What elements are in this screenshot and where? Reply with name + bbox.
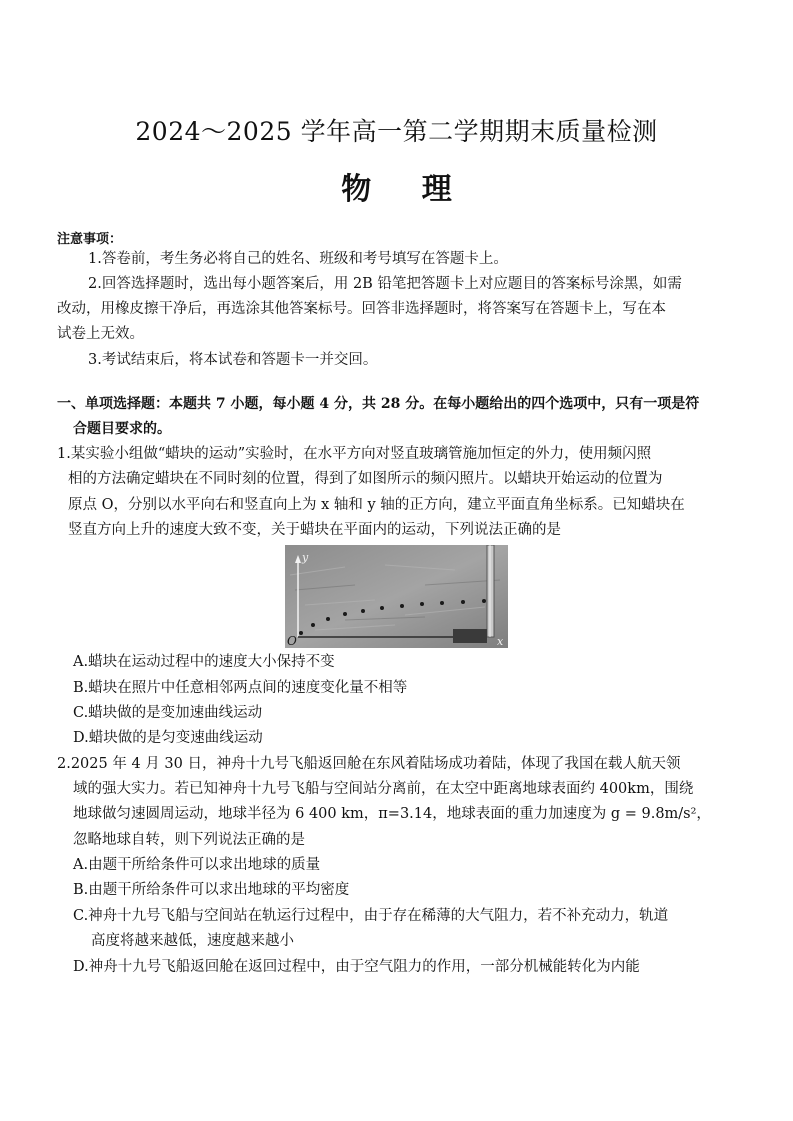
q1-stem-line-1: 1.某实验小组做“蜡块的运动”实验时，在水平方向对竖直玻璃管施加恒定的外力，使用频闪照 xyxy=(57,446,652,462)
note-item-2-cont: 改动，用橡皮擦干净后，再选涂其他答案标号。回答非选择题时，将答案写在答题卡上，写在本 xyxy=(57,301,666,317)
q2-stem-line-2: 域的强大实力。若已知神舟十九号飞船与空间站分离前，在太空中距离地球表面约 400km，围绕 xyxy=(73,781,694,797)
origin-label: O xyxy=(287,634,297,648)
q1-option-d: D.蜡块做的是匀变速曲线运动 xyxy=(73,730,263,746)
note-item-1: 1.答卷前，考生务必将自己的姓名、班级和考号填写在答题卡上。 xyxy=(88,251,508,267)
q2-option-a: A.由题干所给条件可以求出地球的质量 xyxy=(73,857,321,873)
q1-stem-line-4: 竖直方向上升的速度大致不变，关于蜡块在平面内的运动，下列说法正确的是 xyxy=(68,522,561,538)
exam-title: 2024～2025 学年高一第二学期期末质量检测 xyxy=(135,117,658,146)
q2-option-b: B.由题干所给条件可以求出地球的平均密度 xyxy=(73,882,350,898)
subject-title: 物 理 xyxy=(341,172,452,207)
y-axis-label: y xyxy=(302,551,309,564)
q1-option-b: B.蜡块在照片中任意相邻两点间的速度变化量不相等 xyxy=(73,680,408,696)
note-item-2: 2.回答选择题时，选出每小题答案后，用 2B 铅笔把答题卡上对应题目的答案标号涂黑，如需 xyxy=(88,276,682,292)
q1-option-c: C.蜡块做的是变加速曲线运动 xyxy=(73,705,263,721)
q2-stem-line-4: 忽略地球自转，则下列说法正确的是 xyxy=(73,832,305,848)
q2-option-d: D.神舟十九号飞船返回舱在返回过程中，由于空气阻力的作用，一部分机械能转化为内能 xyxy=(73,959,640,975)
section-heading: 一、单项选择题：本题共 7 小题，每小题 4 分，共 28 分。在每小题给出的四个选项中，只有一项是符 xyxy=(57,396,700,412)
note-item-3: 3.考试结束后，将本试卷和答题卡一并交回。 xyxy=(88,352,378,368)
q2-stem-line-3: 地球做匀速圆周运动，地球半径为 6 400 km，π=3.14，地球表面的重力加速度为 g = 9.8m/s²， xyxy=(73,806,711,822)
q2-stem-line-1: 2.2025 年 4 月 30 日，神舟十九号飞船返回舱在东风着陆场成功着陆，体现了我国在载人航天领 xyxy=(57,756,681,772)
q2-option-c-cont: 高度将越来越低，速度越来越小 xyxy=(91,933,294,949)
section-heading-cont: 合题目要求的。 xyxy=(73,421,171,437)
q1-stem-line-2: 相的方法确定蜡块在不同时刻的位置，得到了如图所示的频闪照片。以蜡块开始运动的位置为 xyxy=(68,471,663,487)
strobe-photo-figure xyxy=(285,545,508,648)
note-item-2-cont2: 试卷上无效。 xyxy=(57,326,144,342)
notes-heading: 注意事项： xyxy=(57,232,123,247)
x-axis-label: x xyxy=(497,635,504,648)
q1-stem-line-3: 原点 O，分别以水平向右和竖直向上为 x 轴和 y 轴的正方向，建立平面直角坐标系。已知蜡块在 xyxy=(68,497,685,513)
strobe-photo xyxy=(285,545,508,648)
q2-option-c: C.神舟十九号飞船与空间站在轨运行过程中，由于存在稀薄的大气阻力，若不补充动力，轨道 xyxy=(73,908,669,924)
q1-option-a: A.蜡块在运动过程中的速度大小保持不变 xyxy=(73,654,335,670)
